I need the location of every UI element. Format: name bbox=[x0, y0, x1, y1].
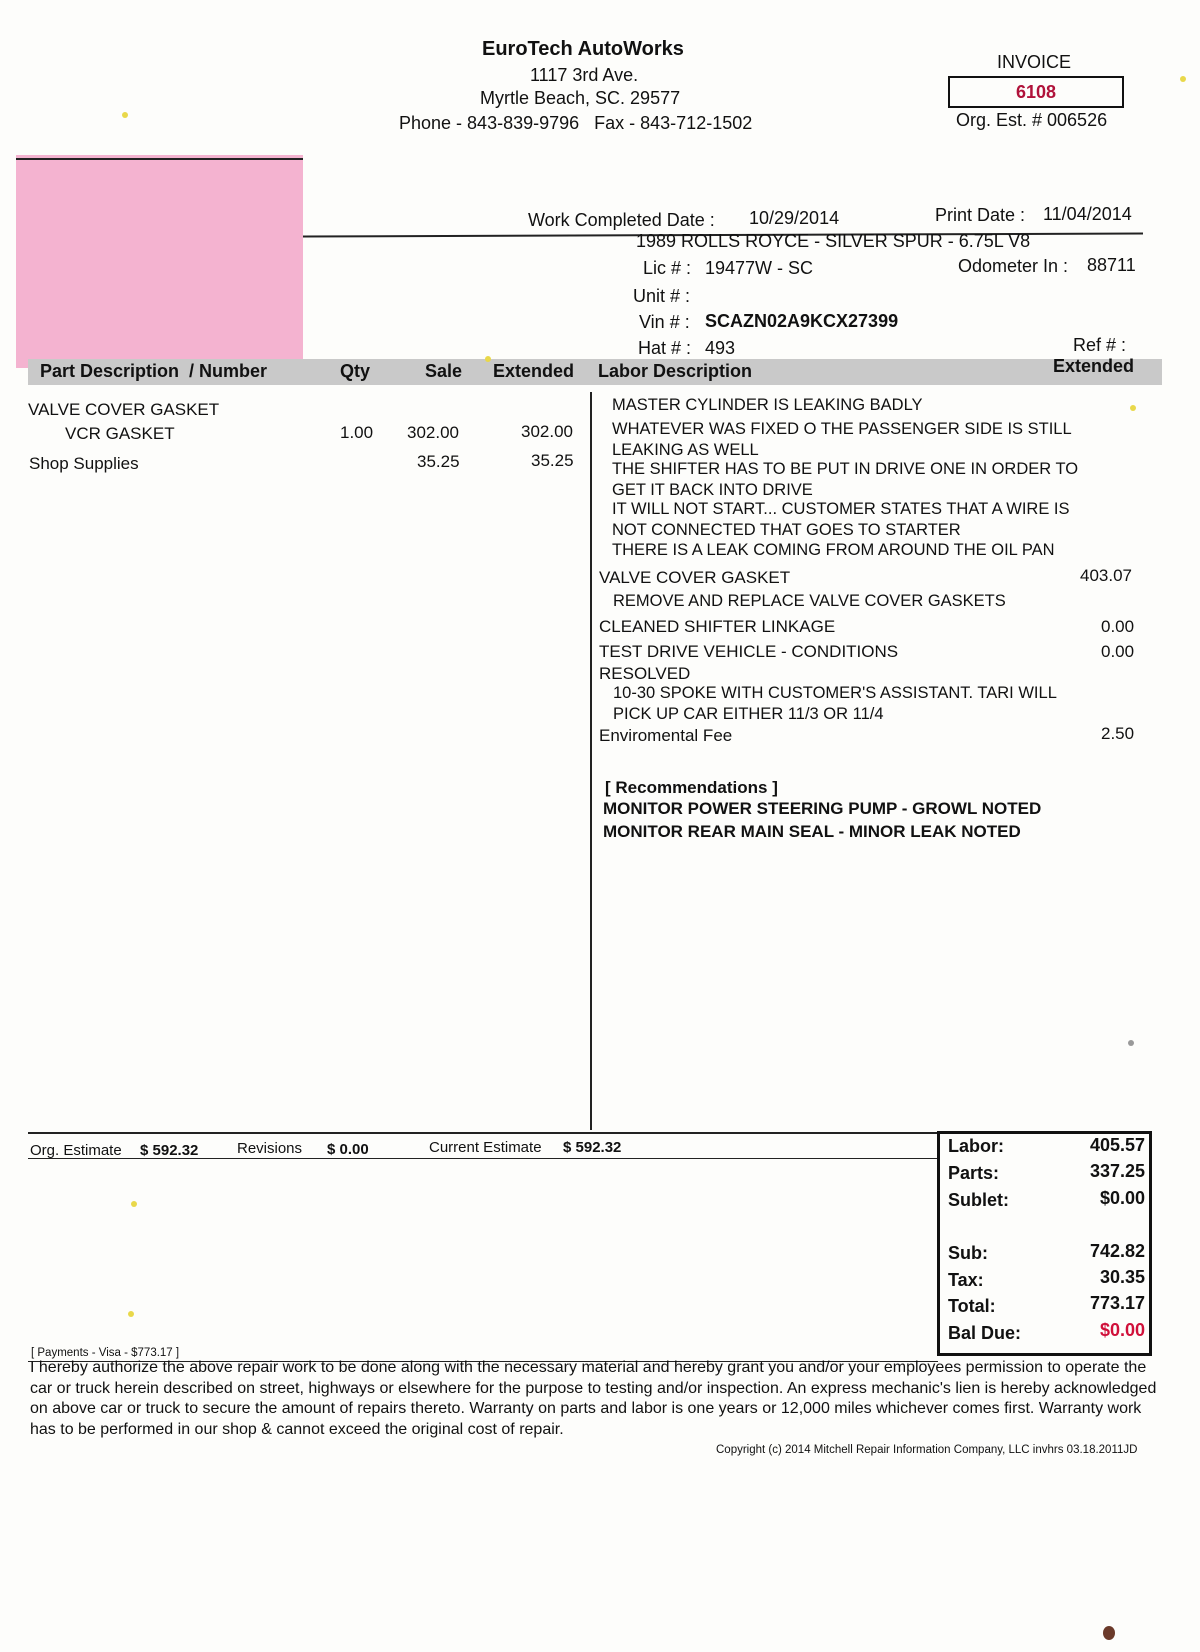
part-row-3-extended: 35.25 bbox=[531, 451, 574, 470]
part-row-2-desc: VCR GASKET bbox=[65, 424, 175, 443]
col-extended: Extended bbox=[493, 361, 575, 381]
col-labor-description: Labor Description bbox=[598, 361, 753, 381]
complaint-line-7: NOT CONNECTED THAT GOES TO STARTER bbox=[612, 521, 961, 539]
labor-op-3-amount: 0.00 bbox=[1101, 642, 1135, 661]
part-row-1-desc: VALVE COVER GASKET bbox=[28, 400, 220, 419]
hat-label: Hat # : bbox=[638, 338, 692, 358]
column-divider bbox=[590, 392, 592, 1130]
vin-value: SCAZN02A9KCX27399 bbox=[705, 311, 899, 331]
scan-speck bbox=[1103, 1626, 1115, 1640]
odometer-value: 88711 bbox=[1087, 255, 1136, 275]
part-row-2-extended: 302.00 bbox=[521, 422, 573, 441]
authorization-text: I hereby authorize the above repair work to be done along with the necessary material and hereby grant you and/or your employees permission to operate the car or truck herein described on street, highways or elsewhere for the purpose to testing and/or inspection. An express mechanic's lien is hereby acknowledged on above car or truck to secure the amount of repairs thereto. Warranty on parts and labor is one years or 12,000 miles whichever comes first. Warranty work has to be performed in our shop & cannot exceed the original cost of repair. bbox=[30, 1359, 1157, 1438]
balance-due-value: $0.00 bbox=[1099, 1320, 1145, 1340]
col-labor-extended: Extended bbox=[1053, 356, 1135, 376]
labor-op-3-note-2: PICK UP CAR EITHER 11/3 OR 11/4 bbox=[613, 705, 884, 723]
revisions-value: $ 0.00 bbox=[327, 1141, 369, 1158]
labor-op-1-amount: 403.07 bbox=[1080, 566, 1132, 585]
scan-speck bbox=[122, 112, 128, 118]
work-completed-label: Work Completed Date : bbox=[528, 210, 715, 230]
part-row-2-sale: 302.00 bbox=[407, 423, 459, 442]
scan-speck bbox=[1180, 76, 1186, 82]
complaint-line-1: MASTER CYLINDER IS LEAKING BADLY bbox=[612, 396, 923, 414]
org-estimate-value: $ 592.32 bbox=[140, 1142, 199, 1159]
vin-label: Vin # : bbox=[639, 312, 690, 332]
vehicle-description: 1989 ROLLS ROYCE - SILVER SPUR - 6.75L V8 bbox=[636, 231, 1031, 251]
labor-op-1-note: REMOVE AND REPLACE VALVE COVER GASKETS bbox=[613, 592, 1006, 610]
complaint-line-2: WHATEVER WAS FIXED O THE PASSENGER SIDE IS STILL bbox=[612, 420, 1072, 438]
sublet-value: $0.00 bbox=[1099, 1188, 1145, 1208]
revisions-label: Revisions bbox=[237, 1140, 303, 1157]
column-header-bar bbox=[28, 356, 1162, 385]
scan-speck bbox=[128, 1311, 134, 1317]
labor-total-value: 405.57 bbox=[1089, 1135, 1145, 1155]
shop-name: EuroTech AutoWorks bbox=[482, 38, 684, 60]
odometer-label: Odometer In : bbox=[958, 256, 1069, 276]
org-estimate-label: Org. Estimate bbox=[30, 1142, 122, 1159]
labor-op-3-line-2: RESOLVED bbox=[599, 664, 691, 683]
current-estimate-value: $ 592.32 bbox=[563, 1139, 622, 1156]
parts-total-value: 337.25 bbox=[1089, 1161, 1145, 1181]
complaint-line-8: THERE IS A LEAK COMING FROM AROUND THE OIL PAN bbox=[612, 541, 1055, 559]
print-date-label: Print Date : bbox=[935, 205, 1026, 225]
complaint-line-4: THE SHIFTER HAS TO BE PUT IN DRIVE ONE IN ORDER TO bbox=[612, 460, 1079, 478]
subtotal-label: Sub: bbox=[948, 1243, 988, 1263]
recommendation-2: MONITOR REAR MAIN SEAL - MINOR LEAK NOTED bbox=[603, 822, 1021, 841]
ref-label: Ref # : bbox=[1073, 335, 1127, 355]
hat-value: 493 bbox=[705, 338, 736, 358]
balance-due-label: Bal Due: bbox=[948, 1323, 1022, 1343]
estimates-top-rule bbox=[28, 1132, 938, 1134]
copyright: Copyright (c) 2014 Mitchell Repair Information Company, LLC invhrs 03.18.2011JD bbox=[716, 1444, 1138, 1456]
scan-speck bbox=[131, 1201, 137, 1207]
part-row-2-qty: 1.00 bbox=[340, 423, 374, 442]
labor-op-3-note-1: 10-30 SPOKE WITH CUSTOMER'S ASSISTANT. TARI WILL bbox=[613, 684, 1057, 702]
environmental-fee: Enviromental Fee bbox=[599, 726, 733, 745]
scan-speck bbox=[1128, 1040, 1134, 1046]
invoice-number: 6108 bbox=[948, 76, 1124, 108]
license-value: 19477W - SC bbox=[705, 258, 814, 278]
col-part-description: Part Description / Number bbox=[40, 361, 268, 381]
current-estimate-label: Current Estimate bbox=[429, 1139, 542, 1156]
customer-divider bbox=[16, 158, 303, 160]
parts-total-label: Parts: bbox=[948, 1163, 1000, 1183]
col-qty: Qty bbox=[340, 361, 371, 381]
shop-address-line1: 1117 3rd Ave. bbox=[530, 65, 639, 85]
print-date: 11/04/2014 bbox=[1043, 204, 1132, 224]
license-label: Lic # : bbox=[643, 258, 692, 278]
subtotal-value: 742.82 bbox=[1089, 1241, 1145, 1261]
shop-contact: Phone - 843-839-9796 Fax - 843-712-1502 bbox=[399, 113, 753, 133]
shop-address-line2: Myrtle Beach, SC. 29577 bbox=[480, 88, 681, 108]
part-row-3-desc: Shop Supplies bbox=[29, 454, 139, 473]
labor-op-3-line-1: TEST DRIVE VEHICLE - CONDITIONS bbox=[599, 642, 899, 661]
invoice-label: INVOICE bbox=[997, 52, 1072, 72]
scan-speck bbox=[1130, 405, 1136, 411]
recommendations-title: [ Recommendations ] bbox=[605, 778, 778, 797]
environmental-fee-amount: 2.50 bbox=[1101, 724, 1135, 743]
work-completed-date: 10/29/2014 bbox=[749, 208, 840, 228]
unit-label: Unit # : bbox=[633, 286, 691, 306]
part-row-3-sale: 35.25 bbox=[417, 452, 460, 471]
labor-op-2: CLEANED SHIFTER LINKAGE bbox=[599, 617, 836, 636]
sticky-note-redaction bbox=[16, 155, 303, 368]
col-sale: Sale bbox=[425, 361, 463, 381]
labor-op-2-amount: 0.00 bbox=[1101, 617, 1135, 636]
tax-value: 30.35 bbox=[1099, 1267, 1145, 1287]
scan-speck bbox=[485, 356, 491, 362]
complaint-line-3: LEAKING AS WELL bbox=[612, 441, 759, 459]
tax-label: Tax: bbox=[948, 1270, 984, 1290]
labor-op-1: VALVE COVER GASKET bbox=[599, 568, 791, 587]
sublet-label: Sublet: bbox=[948, 1190, 1009, 1210]
total-value: 773.17 bbox=[1089, 1293, 1145, 1313]
payments-note: [ Payments - Visa - $773.17 ] bbox=[31, 1347, 180, 1359]
recommendation-1: MONITOR POWER STEERING PUMP - GROWL NOTED bbox=[603, 799, 1042, 818]
totals-box bbox=[937, 1131, 1152, 1356]
complaint-line-5: GET IT BACK INTO DRIVE bbox=[612, 481, 813, 499]
complaint-line-6: IT WILL NOT START... CUSTOMER STATES THAT A WIRE IS bbox=[612, 500, 1070, 518]
original-estimate-number: Org. Est. # 006526 bbox=[956, 110, 1108, 130]
labor-total-label: Labor: bbox=[948, 1136, 1004, 1156]
total-label: Total: bbox=[948, 1296, 996, 1316]
